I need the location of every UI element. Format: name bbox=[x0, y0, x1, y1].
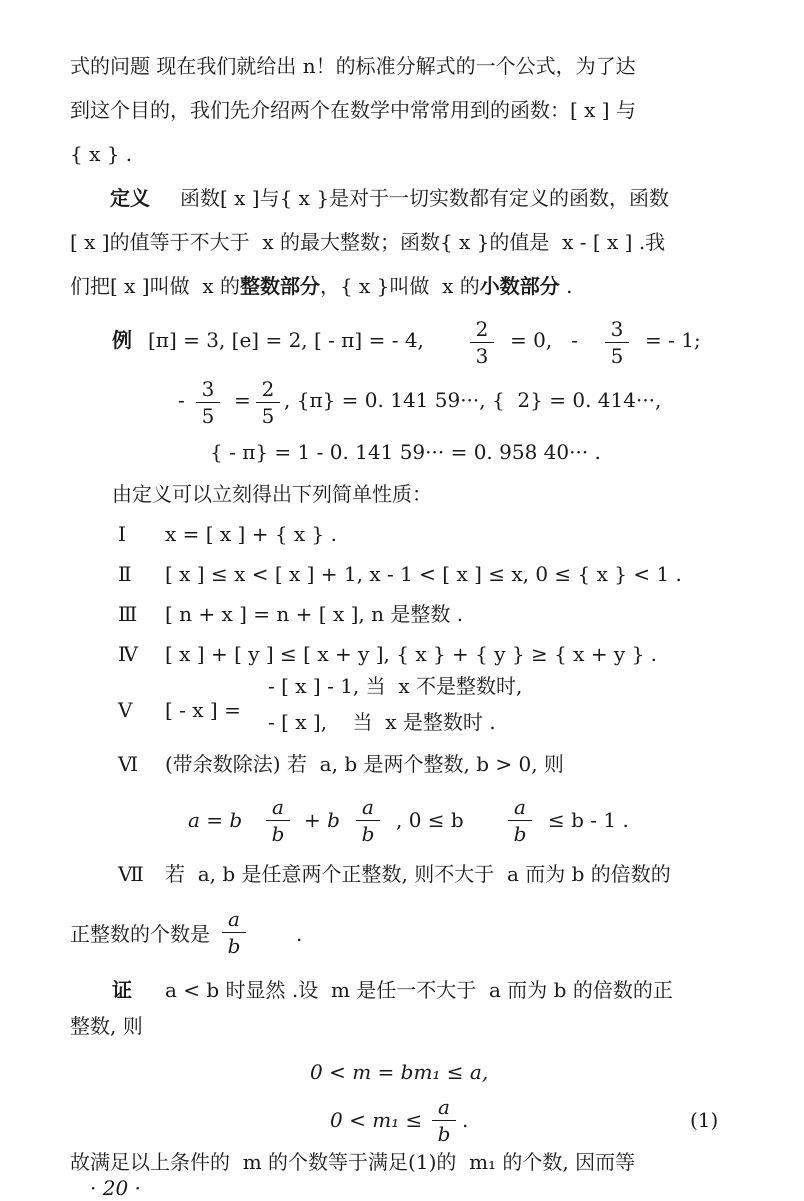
proof-eq2a: 0 < m₁ ≤ bbox=[330, 1108, 423, 1132]
definition-line3: 们把[ x ]叫做 x 的整数部分，{ x }叫做 x 的小数部分 . bbox=[70, 274, 573, 298]
prop-7-num: Ⅶ bbox=[118, 862, 144, 886]
prop-5-case2: - [ x ], 当 x 是整数时 . bbox=[268, 710, 496, 734]
prop-4-text: [ x ] + [ y ] ≤ [ x + y ], { x } + { y } ≥ { x + y } . bbox=[165, 642, 658, 666]
prop-7-line2: 正整数的个数是 bbox=[70, 922, 210, 946]
term-fractional-part: 小数部分 bbox=[479, 274, 560, 298]
prop-3-text: [ n + x ] = n + [ x ], n 是整数 . bbox=[165, 602, 464, 626]
prop-6-eq-plus: + b bbox=[304, 808, 340, 832]
example-line1c: = - 1; bbox=[645, 328, 701, 352]
para1-line3: { x } . bbox=[70, 142, 133, 166]
prop-6-text: (带余数除法) 若 a, b 是两个整数, b > 0, 则 bbox=[165, 752, 564, 776]
prop-6-eq-cond: , 0 ≤ b bbox=[396, 808, 464, 832]
prop-7-line1: 若 a, b 是任意两个正整数, 则不大于 a 而为 b 的倍数的 bbox=[165, 862, 671, 886]
para1-line1: 式的问题 现在我们就给出 n！的标准分解式的一个公式，为了达 bbox=[70, 54, 636, 78]
example-line1b: = 0, - bbox=[510, 328, 579, 352]
definition-line2: [ x ]的值等于不大于 x 的最大整数；函数{ x }的值是 x - [ x ] .我 bbox=[70, 230, 666, 254]
fraction-3-5-b: 3 5 bbox=[196, 378, 220, 427]
definition-label: 定义 bbox=[110, 186, 150, 210]
example-line2c: , {π} = 0. 141 59···, { 2} = 0. 414···, bbox=[284, 388, 662, 412]
prop-3-num: Ⅲ bbox=[118, 602, 138, 626]
example-line1a: [π] = 3, [e] = 2, [ - π] = - 4, bbox=[148, 328, 424, 352]
prop-1-num: Ⅰ bbox=[118, 522, 126, 546]
proof-line2: 整数, 则 bbox=[70, 1014, 143, 1038]
prop-6-eq-a: a = b bbox=[188, 808, 243, 832]
example-label: 例 bbox=[112, 328, 132, 352]
prop-6-frac-1: a b bbox=[266, 796, 290, 845]
proof-eq2-fraction: a b bbox=[432, 1096, 456, 1145]
prop-6-frac-3: a b bbox=[508, 796, 532, 845]
prop-6-num: Ⅵ bbox=[118, 752, 139, 776]
prop-2-text: [ x ] ≤ x < [ x ] + 1, x - 1 < [ x ] ≤ x, 0 ≤ { x } < 1 . bbox=[165, 562, 682, 586]
proof-eq1: 0 < m = bm₁ ≤ a, bbox=[310, 1060, 489, 1084]
term-integer-part: 整数部分 bbox=[239, 274, 320, 298]
fraction-2-3: 2 3 bbox=[470, 318, 494, 367]
fraction-2-5: 2 5 bbox=[256, 378, 280, 427]
prop-6-frac-2: a b bbox=[356, 796, 380, 845]
prop-7-end: . bbox=[296, 922, 303, 946]
prop-5-lhs: [ - x ] = bbox=[165, 698, 241, 722]
prop-5-num: Ⅴ bbox=[118, 698, 133, 722]
prop-7-fraction: a b bbox=[222, 908, 246, 957]
prop-1-text: x = [ x ] + { x } . bbox=[165, 522, 337, 546]
proof-line1: a < b 时显然 .设 m 是任一不大于 a 而为 b 的倍数的正 bbox=[165, 978, 673, 1002]
fraction-3-5: 3 5 bbox=[605, 318, 629, 367]
page-number: · 20 · bbox=[90, 1176, 141, 1200]
example-line2a: - bbox=[178, 388, 185, 412]
para1-line2: 到这个目的，我们先介绍两个在数学中常常用到的函数：[ x ] 与 bbox=[70, 98, 636, 122]
prop-5-case1: - [ x ] - 1, 当 x 不是整数时, bbox=[268, 674, 523, 698]
proof-last-line: 故满足以上条件的 m 的个数等于满足(1)的 m₁ 的个数, 因而等 bbox=[70, 1150, 636, 1174]
example-line3: { - π} = 1 - 0. 141 59··· = 0. 958 40··· . bbox=[210, 440, 601, 464]
prop-6-eq-tail: ≤ b - 1 . bbox=[548, 808, 629, 832]
equation-tag-1: (1) bbox=[690, 1108, 719, 1132]
prop-4-num: Ⅳ bbox=[118, 642, 138, 666]
proof-eq2b: . bbox=[462, 1108, 469, 1132]
example-line2b: = bbox=[234, 388, 251, 412]
prop-2-num: Ⅱ bbox=[118, 562, 132, 586]
properties-intro: 由定义可以立刻得出下列简单性质： bbox=[112, 482, 432, 506]
definition-line1: 函数[ x ]与{ x }是对于一切实数都有定义的函数，函数 bbox=[180, 186, 670, 210]
proof-label: 证 bbox=[112, 978, 132, 1002]
